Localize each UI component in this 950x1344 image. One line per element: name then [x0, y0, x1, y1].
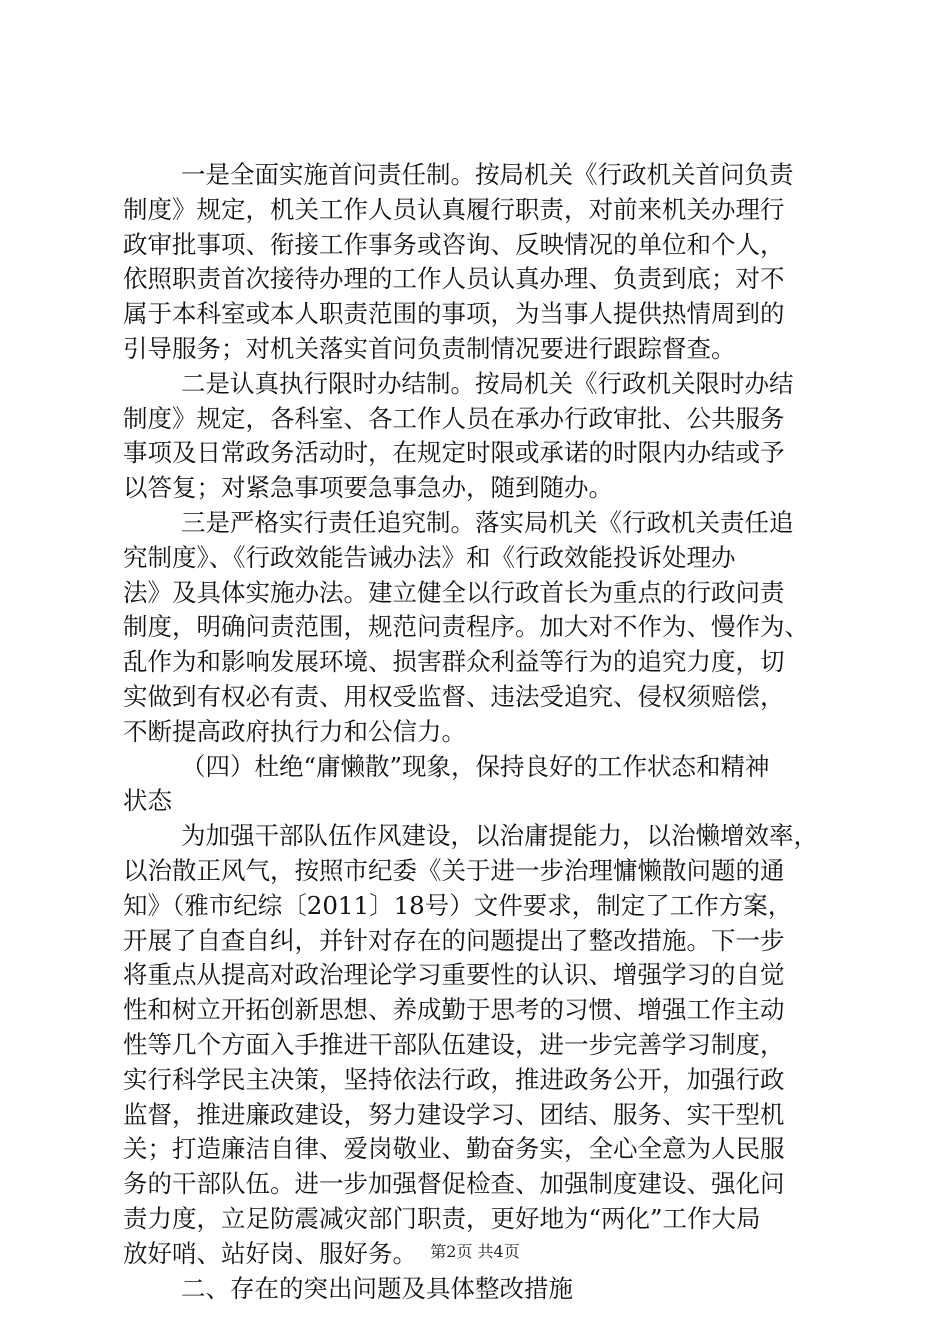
text-line: 将重点从提高对政治理论学习重要性的认识、增强学习的自觉: [123, 960, 785, 990]
page-footer: 第2页 共4页: [430, 1242, 520, 1261]
text-line: 事项及日常政务活动时，在规定时限或承诺的时限内办结或予: [123, 438, 785, 468]
text-line: 法》及具体实施办法。建立健全以行政首长为重点的行政问责: [123, 577, 785, 607]
text-line: 实做到有权必有责、用权受监督、违法受追究、侵权须赔偿，: [123, 681, 785, 711]
text-line: 状态: [123, 786, 172, 816]
text-line: 关；打造廉洁自律、爱岗敬业、勤奋务实，全心全意为人民服: [123, 1134, 785, 1164]
text-line: 为加强干部队伍作风建设，以治庸提能力，以治懒增效率，: [181, 821, 818, 851]
text-line: 责力度，立足防震减灾部门职责，更好地为“两化”工作大局: [123, 1203, 761, 1233]
text-line: 性等几个方面入手推进干部队伍建设，进一步完善学习制度，: [123, 1029, 785, 1059]
text-line: 引导服务；对机关落实首问负责制情况要进行跟踪督查。: [123, 333, 736, 363]
text-line: 究制度》、《行政效能告诫办法》和《行政效能投诉处理办: [123, 542, 736, 572]
text-line: 制度，明确问责范围，规范问责程序。加大对不作为、慢作为、: [123, 612, 809, 642]
text-line: 性和树立开拓创新思想、养成勤于思考的习惯、增强工作主动: [123, 995, 785, 1025]
text-line: 知》（雅市纪综〔2011〕18号）文件要求，制定了工作方案，: [123, 890, 793, 920]
text-line: 以答复；对紧急事项要急事急办，随到随办。: [123, 473, 613, 503]
text-line: 放好哨、站好岗、服好务。: [123, 1238, 417, 1268]
text-line: 开展了自查自纠，并针对存在的问题提出了整改措施。下一步: [123, 925, 785, 955]
text-line: 监督，推进廉政建设，努力建设学习、团结、服务、实干型机: [123, 1099, 785, 1129]
text-line: 不断提高政府执行力和公信力。: [123, 716, 466, 746]
text-line: 实行科学民主决策，坚持依法行政，推进政务公开，加强行政: [123, 1064, 785, 1094]
text-line: 三是严格实行责任追究制。落实局机关《行政机关责任追: [181, 507, 794, 537]
text-line: （四）杜绝“庸懒散”现象，保持良好的工作状态和精神: [181, 751, 770, 781]
text-line: 制度》规定，机关工作人员认真履行职责，对前来机关办理行: [123, 194, 785, 224]
text-line: 属于本科室或本人职责范围的事项，为当事人提供热情周到的: [123, 299, 785, 329]
text-line: 务的干部队伍。进一步加强督促检查、加强制度建设、强化问: [123, 1169, 785, 1199]
text-line: 一是全面实施首问责任制。按局机关《行政机关首问负责: [181, 160, 794, 189]
text-line: 二、存在的突出问题及具体整改措施: [181, 1273, 573, 1303]
text-line: 依照职责首次接待办理的工作人员认真办理、负责到底；对不: [123, 264, 785, 294]
text-line: 乱作为和影响发展环境、损害群众利益等行为的追究力度，切: [123, 647, 785, 677]
text-line: 以治散正风气，按照市纪委《关于进一步治理慵懒散问题的通: [123, 855, 785, 885]
text-line: 政审批事项、衔接工作事务或咨询、反映情况的单位和个人，: [123, 229, 785, 259]
document-body: [123, 158, 835, 1306]
text-line: 制度》规定，各科室、各工作人员在承办行政审批、公共服务: [123, 403, 785, 433]
text-line: 二是认真执行限时办结制。按局机关《行政机关限时办结: [181, 368, 794, 398]
